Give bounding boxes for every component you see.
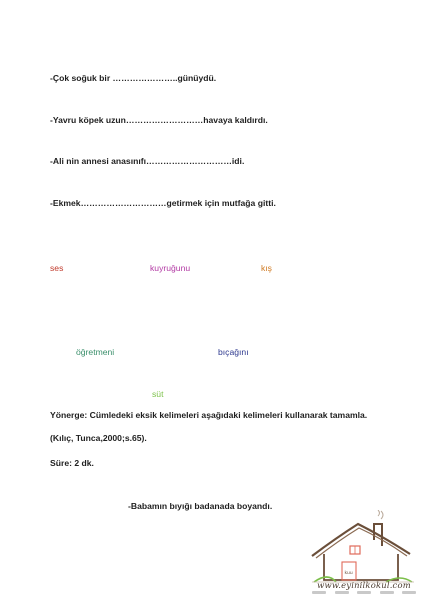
social-icon	[312, 591, 326, 594]
sentence-3: -Ali nin annesi anasınıfı…………………………idi.	[50, 156, 245, 166]
tongue-twister: -Babamın bıyığı badanada boyandı.	[128, 501, 273, 511]
sentence-2: -Yavru köpek uzun………………………havaya kaldırdı.	[50, 115, 268, 125]
word-ses: ses	[50, 263, 64, 273]
word-sut: süt	[152, 389, 164, 399]
duration-text: Süre: 2 dk.	[50, 458, 94, 468]
sentence-1: -Çok soğuk bir …………………..günüydü.	[50, 73, 217, 83]
logo-door-text: kuu	[344, 571, 353, 576]
social-icon	[357, 591, 371, 594]
word-kuyrugunu: kuyruğunu	[150, 263, 191, 273]
social-icon	[335, 591, 349, 594]
word-ogretmeni: öğretmeni	[76, 347, 115, 357]
social-icon	[380, 591, 394, 594]
citation-text: (Kılıç, Tunca,2000;s.65).	[50, 433, 147, 443]
sentence-4: -Ekmek…………………………getirmek için mutfağa gitti.	[50, 198, 276, 208]
logo-url-text: www.eyinilkokul.com	[317, 580, 411, 590]
word-bicagini: bıçağını	[218, 347, 249, 357]
logo-social-strip	[312, 591, 416, 595]
social-icon	[402, 591, 416, 594]
word-kis: kış	[261, 263, 272, 273]
instruction-text: Yönerge: Cümledeki eksik kelimeleri aşağıdaki kelimeleri kullanarak tamamla.	[50, 410, 368, 420]
